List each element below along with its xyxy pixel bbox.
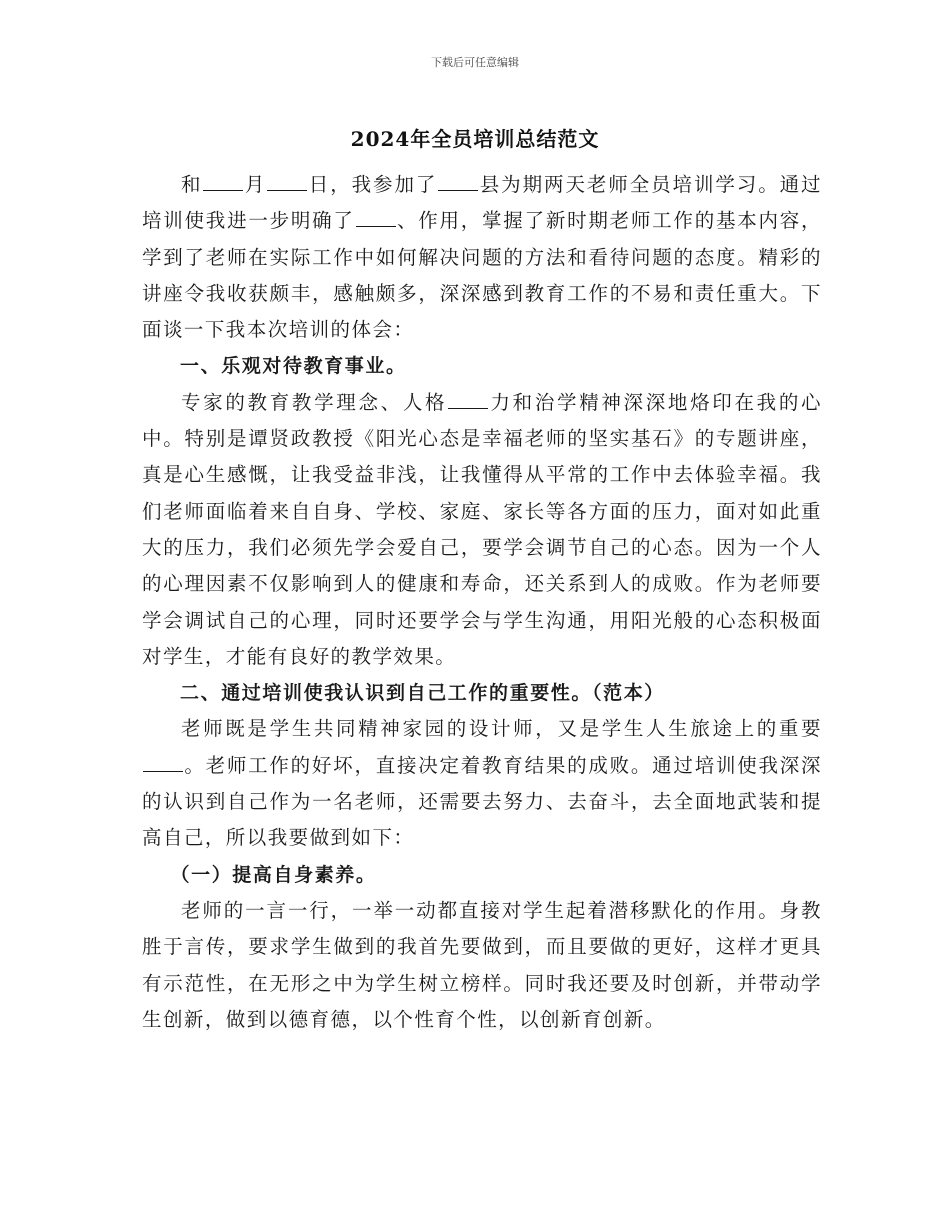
subsection-heading: （一）提高自身素养。 (170, 863, 377, 886)
document-title: 2024年全员培训总结范文 (350, 127, 600, 151)
intro-paragraph (142, 167, 822, 348)
document-body (142, 167, 822, 1038)
intro-text: 日，我参加了 (308, 173, 438, 196)
fill-blank (356, 206, 396, 227)
header-note: 下载后可任意编辑 (431, 56, 519, 69)
intro-text: 县为期两天老师全员培训学习。通过培训使我进一步明确了 (142, 173, 822, 233)
section-heading: 一、乐观对待教育事业。 (180, 355, 407, 378)
fill-blank (267, 170, 307, 191)
intro-text: 和 (181, 173, 203, 196)
paragraph-text: 老师既是学生共同精神家园的设计师，又是学生人生旅途上的重要 (181, 717, 822, 741)
fill-blank (438, 170, 478, 191)
intro-text: 月 (244, 173, 267, 196)
fill-blank (143, 750, 183, 771)
section-heading: 二、通过培训使我认识到自己工作的重要性。（范本） (180, 682, 665, 705)
paragraph-text: 力和治学精神深深地烙印在我的心中。特别是谭贤政教授《阳光心态是幸福老师的坚实基石》的专题讲座，真是心生感慨，让我受益非浅，让我懂得从平常的工作中去体验幸福。我们老师面临着来自自身、学校、家庭、家长等各方面的压力，面对如此重大的压力，我们必须先学会爱自己，要学会调节自己的心态。因为一个人的心理因素不仅影响到人的健康和寿命，还关系到人的成败。作为老师要学会调试自己的心理，同时还要学会与学生沟通，用阳光般的心态积极面对学生，才能有良好的教学效果。 (142, 390, 822, 668)
subsection-paragraph: 老师的一言一行，一举一动都直接对学生起着潜移默化的作用。身教胜于言传，要求学生做到的我首先要做到，而且要做的更好，这样才更具有示范性，在无形之中为学生树立榜样。同时我还要及时创新，并带动学生创新，做到以德育德，以个性育个性，以创新育创新。 (142, 898, 822, 1031)
paragraph-text: 。老师工作的好坏，直接决定着教育结果的成败。通过培训使我深深的认识到自己作为一名老师，还需要去努力、去奋斗，去全面地武装和提高自己，所以我要做到如下： (142, 753, 822, 850)
section-paragraph (142, 711, 822, 856)
intro-text: 、作用，掌握了新时期老师工作的基本内容，学到了老师在实际工作中如何解决问题的方法和看待问题的态度。精彩的讲座令我收获颇丰，感触颇多，深深感到教育工作的不易和责任重大。下面谈一下我本次培训的体会： (142, 209, 822, 342)
paragraph-text: 专家的教育教学理念、人格 (181, 390, 448, 414)
fill-blank (448, 387, 488, 408)
section-paragraph (142, 385, 822, 675)
fill-blank (203, 170, 243, 191)
